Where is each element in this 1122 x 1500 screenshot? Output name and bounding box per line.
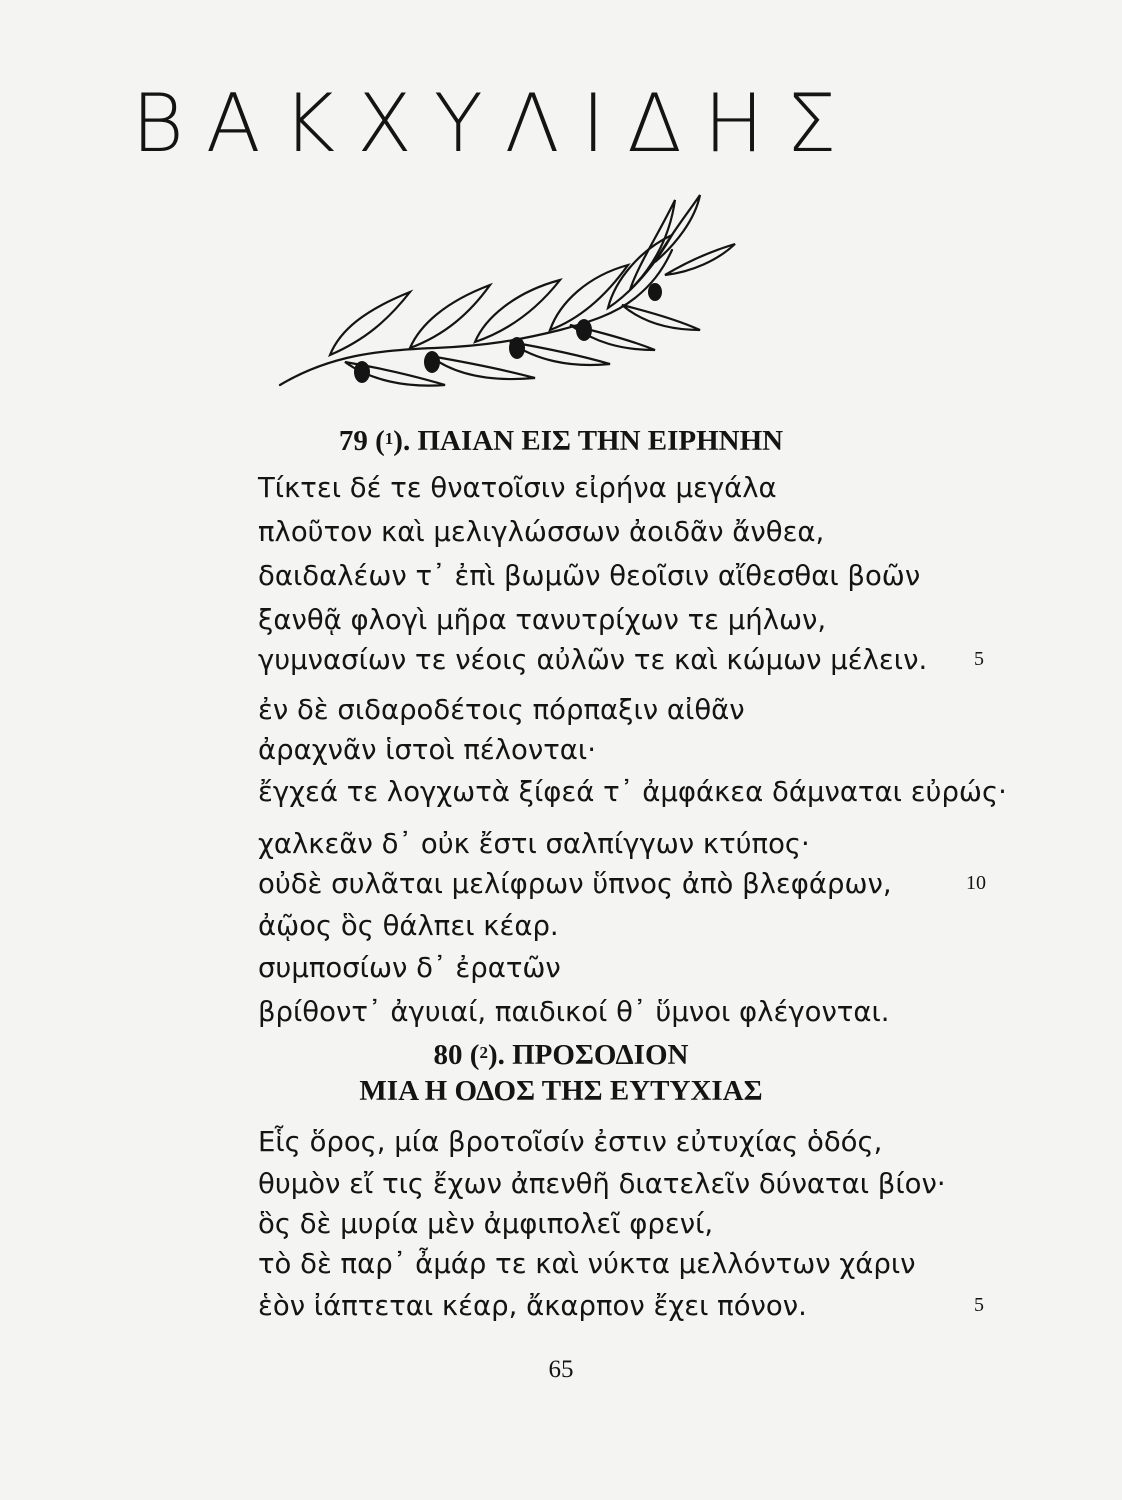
line-number: 5 — [974, 648, 984, 670]
line-number: 5 — [974, 1294, 984, 1316]
poem-ref: 2 — [479, 1043, 488, 1062]
verse-line: ὃς δὲ μυρία μὲν ἀμφιπολεῖ φρενί, — [258, 1208, 714, 1240]
verse-line: ἀῷος ὃς θάλπει κέαρ. — [258, 910, 559, 942]
poem-80-heading: 80 ($^2$). ΠΡΟΣΟΔΙΟΝ — [433, 1039, 689, 1071]
verse-line: ἑὸν ἰάπτεται κέαρ, ἄκαρπον ἔχει πόνον. — [258, 1290, 807, 1322]
verse-line: χαλκεᾶν δ᾽ οὐκ ἔστι σαλπίγγων κτύπος· — [258, 828, 810, 860]
verse-line: γυμνασίων τε νέοις αὐλῶν τε καὶ κώμων μέλειν. — [258, 644, 928, 676]
verse-line: τὸ δὲ παρ᾽ ἆμάρ τε καὶ νύκτα μελλόντων χάριν — [258, 1248, 916, 1280]
verse-line: ἀραχνᾶν ἱστοὶ πέλονται· — [258, 734, 596, 766]
verse-line: οὐδὲ συλᾶται μελίφρων ὕπνος ἀπὸ βλεφάρων, — [258, 868, 892, 900]
poem-title: ΠΡΟΣΟΔΙΟΝ — [512, 1039, 689, 1071]
page-number: 65 — [548, 1356, 574, 1383]
poem-ref: 1 — [384, 429, 394, 448]
poem-79-heading: 79 ($^1$). ΠΑΙΑΝ ΕΙΣ ΤΗΝ ΕΙΡΗΝΗΝ — [338, 425, 784, 457]
olive-branch-icon — [270, 180, 750, 410]
verse-line: Εἷς ὅρος, μία βροτοῖσίν ἐστιν εὐτυχίας ὁδός, — [258, 1126, 883, 1158]
verse-line: βρίθοντ᾽ ἀγυιαί, παιδικοί θ᾽ ὕμνοι φλέγονται. — [258, 996, 890, 1028]
poem-number: 80 — [433, 1039, 463, 1071]
author-title: ΒΑΚΧΥΛΙΔΗΣ — [131, 77, 859, 170]
poem-number: 79 — [338, 425, 368, 457]
verse-line: ἔγχεά τε λογχωτὰ ξίφεά τ᾽ ἀμφάκεα δάμναται εὐρώς· — [258, 776, 1007, 808]
verse-line: δαιδαλέων τ᾽ ἐπὶ βωμῶν θεοῖσιν αἴθεσθαι βοῶν — [258, 560, 921, 592]
poem-80-subtitle: ΜΙΑ Η ΟΔΟΣ ΤΗΣ ΕΥΤΥΧΙΑΣ — [359, 1075, 763, 1107]
line-number: 10 — [966, 872, 986, 894]
verse-line: Τίκτει δέ τε θνατοῖσιν εἰρήνα μεγάλα — [258, 472, 777, 504]
verse-line: πλοῦτον καὶ μελιγλώσσων ἀοιδᾶν ἄνθεα, — [258, 516, 825, 548]
verse-line: θυμὸν εἴ τις ἔχων ἀπενθῆ διατελεῖν δύναται βίον· — [258, 1168, 946, 1200]
verse-line: ξανθᾷ φλογὶ μῆρα τανυτρίχων τε μήλων, — [258, 604, 827, 636]
verse-line: συμποσίων δ᾽ ἐρατῶν — [258, 952, 561, 984]
poem-title: ΠΑΙΑΝ ΕΙΣ ΤΗΝ ΕΙΡΗΝΗΝ — [417, 425, 784, 457]
verse-line: ἐν δὲ σιδαροδέτοις πόρπαξιν αἰθᾶν — [258, 694, 745, 726]
